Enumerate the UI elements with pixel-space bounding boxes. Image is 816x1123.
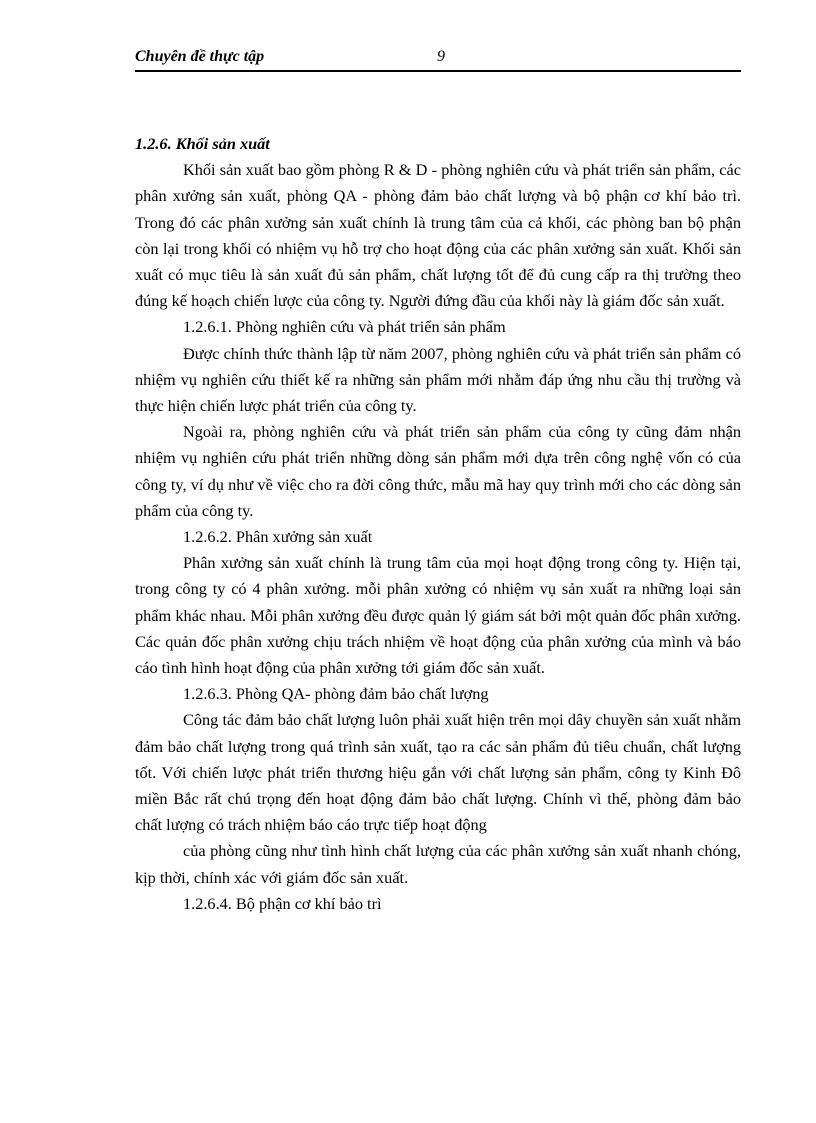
paragraph: Ngoài ra, phòng nghiên cứu và phát triển sản phẩm của công ty cũng đảm nhận nhiệm vụ nghiên cứu phát triển những dòng sản phẩm mới dựa trên công nghệ vốn có của công ty, ví dụ như về việc cho ra đời công thức, mẫu mã hay quy trình mới cho các dòng sản phẩm của công ty. bbox=[135, 422, 741, 520]
paragraph: Được chính thức thành lập từ năm 2007, phòng nghiên cứu và phát triển sản phẩm có nhiệm vụ nghiên cứu thiết kế ra những sản phẩm mới nhằm đáp ứng nhu cầu thị trường và thực hiện chiến lược phát triển của công ty. bbox=[135, 343, 741, 416]
page-header bbox=[135, 48, 741, 72]
section-heading: 1.2.6. Khối sản xuất bbox=[135, 134, 270, 153]
paragraph: Công tác đảm bảo chất lượng luôn phải xuất hiện trên mọi dây chuyền sản xuất nhằm đảm bảo chất lượng trong quá trình sản xuất, tạo ra các sản phẩm đủ tiêu chuẩn, chất lượng tốt. Với chiến lược phát triển thương hiệu gắn với chất lượng sản phẩm, công ty Kinh Đô miền Bắc rất chú trọng đến hoạt động đảm bảo chất lượng. Chính vì thế, phòng đảm bảo chất lượng có trách nhiệm báo cáo trực tiếp hoạt động bbox=[135, 710, 741, 835]
subsection-heading-qa: 1.2.6.3. Phòng QA- phòng đảm bảo chất lượng bbox=[183, 684, 489, 704]
document-body bbox=[135, 131, 741, 917]
header-title: Chuyên đề thực tập bbox=[135, 48, 265, 65]
paragraph: Phân xưởng sản xuất chính là trung tâm của mọi hoạt động trong công ty. Hiện tại, trong công ty có 4 phân xưởng. mỗi phân xưởng có nhiệm vụ sản xuất ra những loại sản phẩm khác nhau. Mỗi phân xưởng đều được quản lý giám sát bởi một quản đốc phân xưởng. Các quản đốc phân xưởng chịu trách nhiệm về hoạt động của phân xưởng của mình và báo cáo tình hình hoạt động của phân xưởng tới giám đốc sản xuất. bbox=[135, 553, 741, 678]
page-number: 9 bbox=[437, 48, 445, 65]
paragraph: của phòng cũng như tình hình chất lượng của các phân xưởng sản xuất nhanh chóng, kịp thời, chính xác với giám đốc sản xuất. bbox=[135, 841, 741, 887]
subsection-heading-rnd: 1.2.6.1. Phòng nghiên cứu và phát triển sản phẩm bbox=[183, 317, 506, 337]
section-intro-paragraph: Khối sản xuất bao gồm phòng R & D - phòng nghiên cứu và phát triển sản phẩm, các phân xưởng sản xuất, phòng QA - phòng đảm bảo chất lượng và bộ phận cơ khí bảo trì. Trong đó các phân xưởng sản xuất chính là trung tâm của cả khối, các phòng ban bộ phận còn lại trong khối có nhiệm vụ hỗ trợ cho hoạt động của các phân xưởng sản xuất. Khối sản xuất có mục tiêu là sản xuất đủ sản phẩm, chất lượng tốt để đủ cung cấp ra thị trường theo đúng kế hoạch chiến lược của công ty. Người đứng đầu của khối này là giám đốc sản xuất. bbox=[135, 160, 741, 311]
subsection-heading-workshop: 1.2.6.2. Phân xưởng sản xuất bbox=[183, 527, 373, 547]
subsection-heading-maintenance: 1.2.6.4. Bộ phận cơ khí bảo trì bbox=[183, 893, 382, 913]
